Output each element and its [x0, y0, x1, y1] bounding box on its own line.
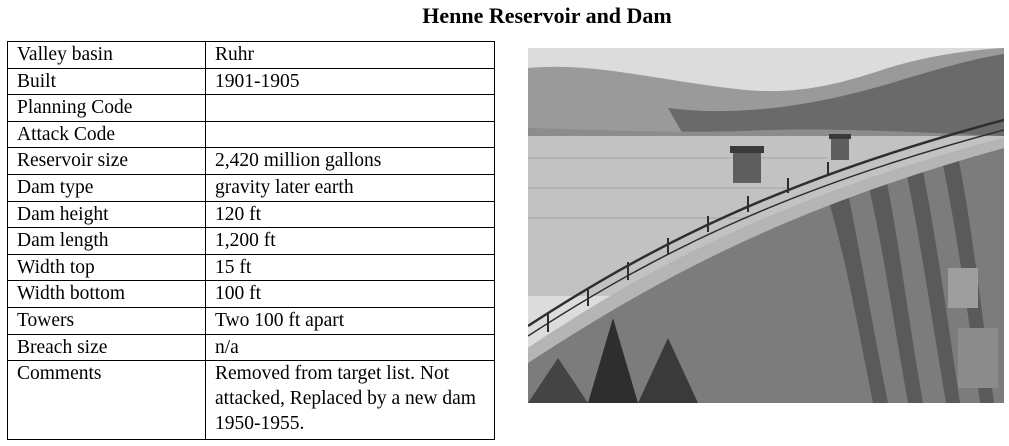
row-value: 1901-1905 — [206, 68, 495, 95]
row-value: 100 ft — [206, 281, 495, 308]
row-label: Dam height — [8, 201, 206, 228]
row-label: Dam length — [8, 228, 206, 255]
row-label: Width top — [8, 254, 206, 281]
table-row — [8, 228, 495, 255]
table-row — [8, 201, 495, 228]
row-value: n/a — [206, 334, 495, 361]
table-row — [8, 281, 495, 308]
row-label: Towers — [8, 307, 206, 334]
row-value — [206, 95, 495, 122]
row-label: Breach size — [8, 334, 206, 361]
row-label: Valley basin — [8, 42, 206, 69]
row-label: Built — [8, 68, 206, 95]
row-label: Planning Code — [8, 95, 206, 122]
table-row — [8, 307, 495, 334]
row-label: Dam type — [8, 174, 206, 201]
row-value: 120 ft — [206, 201, 495, 228]
table-row — [8, 148, 495, 175]
page-title: Henne Reservoir and Dam — [422, 3, 672, 28]
row-label: Width bottom — [8, 281, 206, 308]
table-row — [8, 254, 495, 281]
table-row — [8, 42, 495, 69]
row-value: 1,200 ft — [206, 228, 495, 255]
row-value: Two 100 ft apart — [206, 307, 495, 334]
table-row — [8, 121, 495, 148]
table-row — [8, 95, 495, 122]
row-label: Attack Code — [8, 121, 206, 148]
table-row — [8, 174, 495, 201]
row-label: Reservoir size — [8, 148, 206, 175]
row-value: 2,420 million gallons — [206, 148, 495, 175]
table-row — [8, 68, 495, 95]
dam-photo-icon — [528, 48, 1004, 403]
row-value: Removed from target list. Not attacked, Replaced by a new dam 1950-1955. — [206, 361, 495, 440]
table-row — [8, 361, 495, 440]
row-label: Comments — [8, 361, 206, 440]
row-value: Ruhr — [206, 42, 495, 69]
row-value — [206, 121, 495, 148]
dam-photo — [528, 48, 1004, 403]
table-row — [8, 334, 495, 361]
row-value: 15 ft — [206, 254, 495, 281]
row-value: gravity later earth — [206, 174, 495, 201]
dam-info-table — [7, 41, 495, 440]
